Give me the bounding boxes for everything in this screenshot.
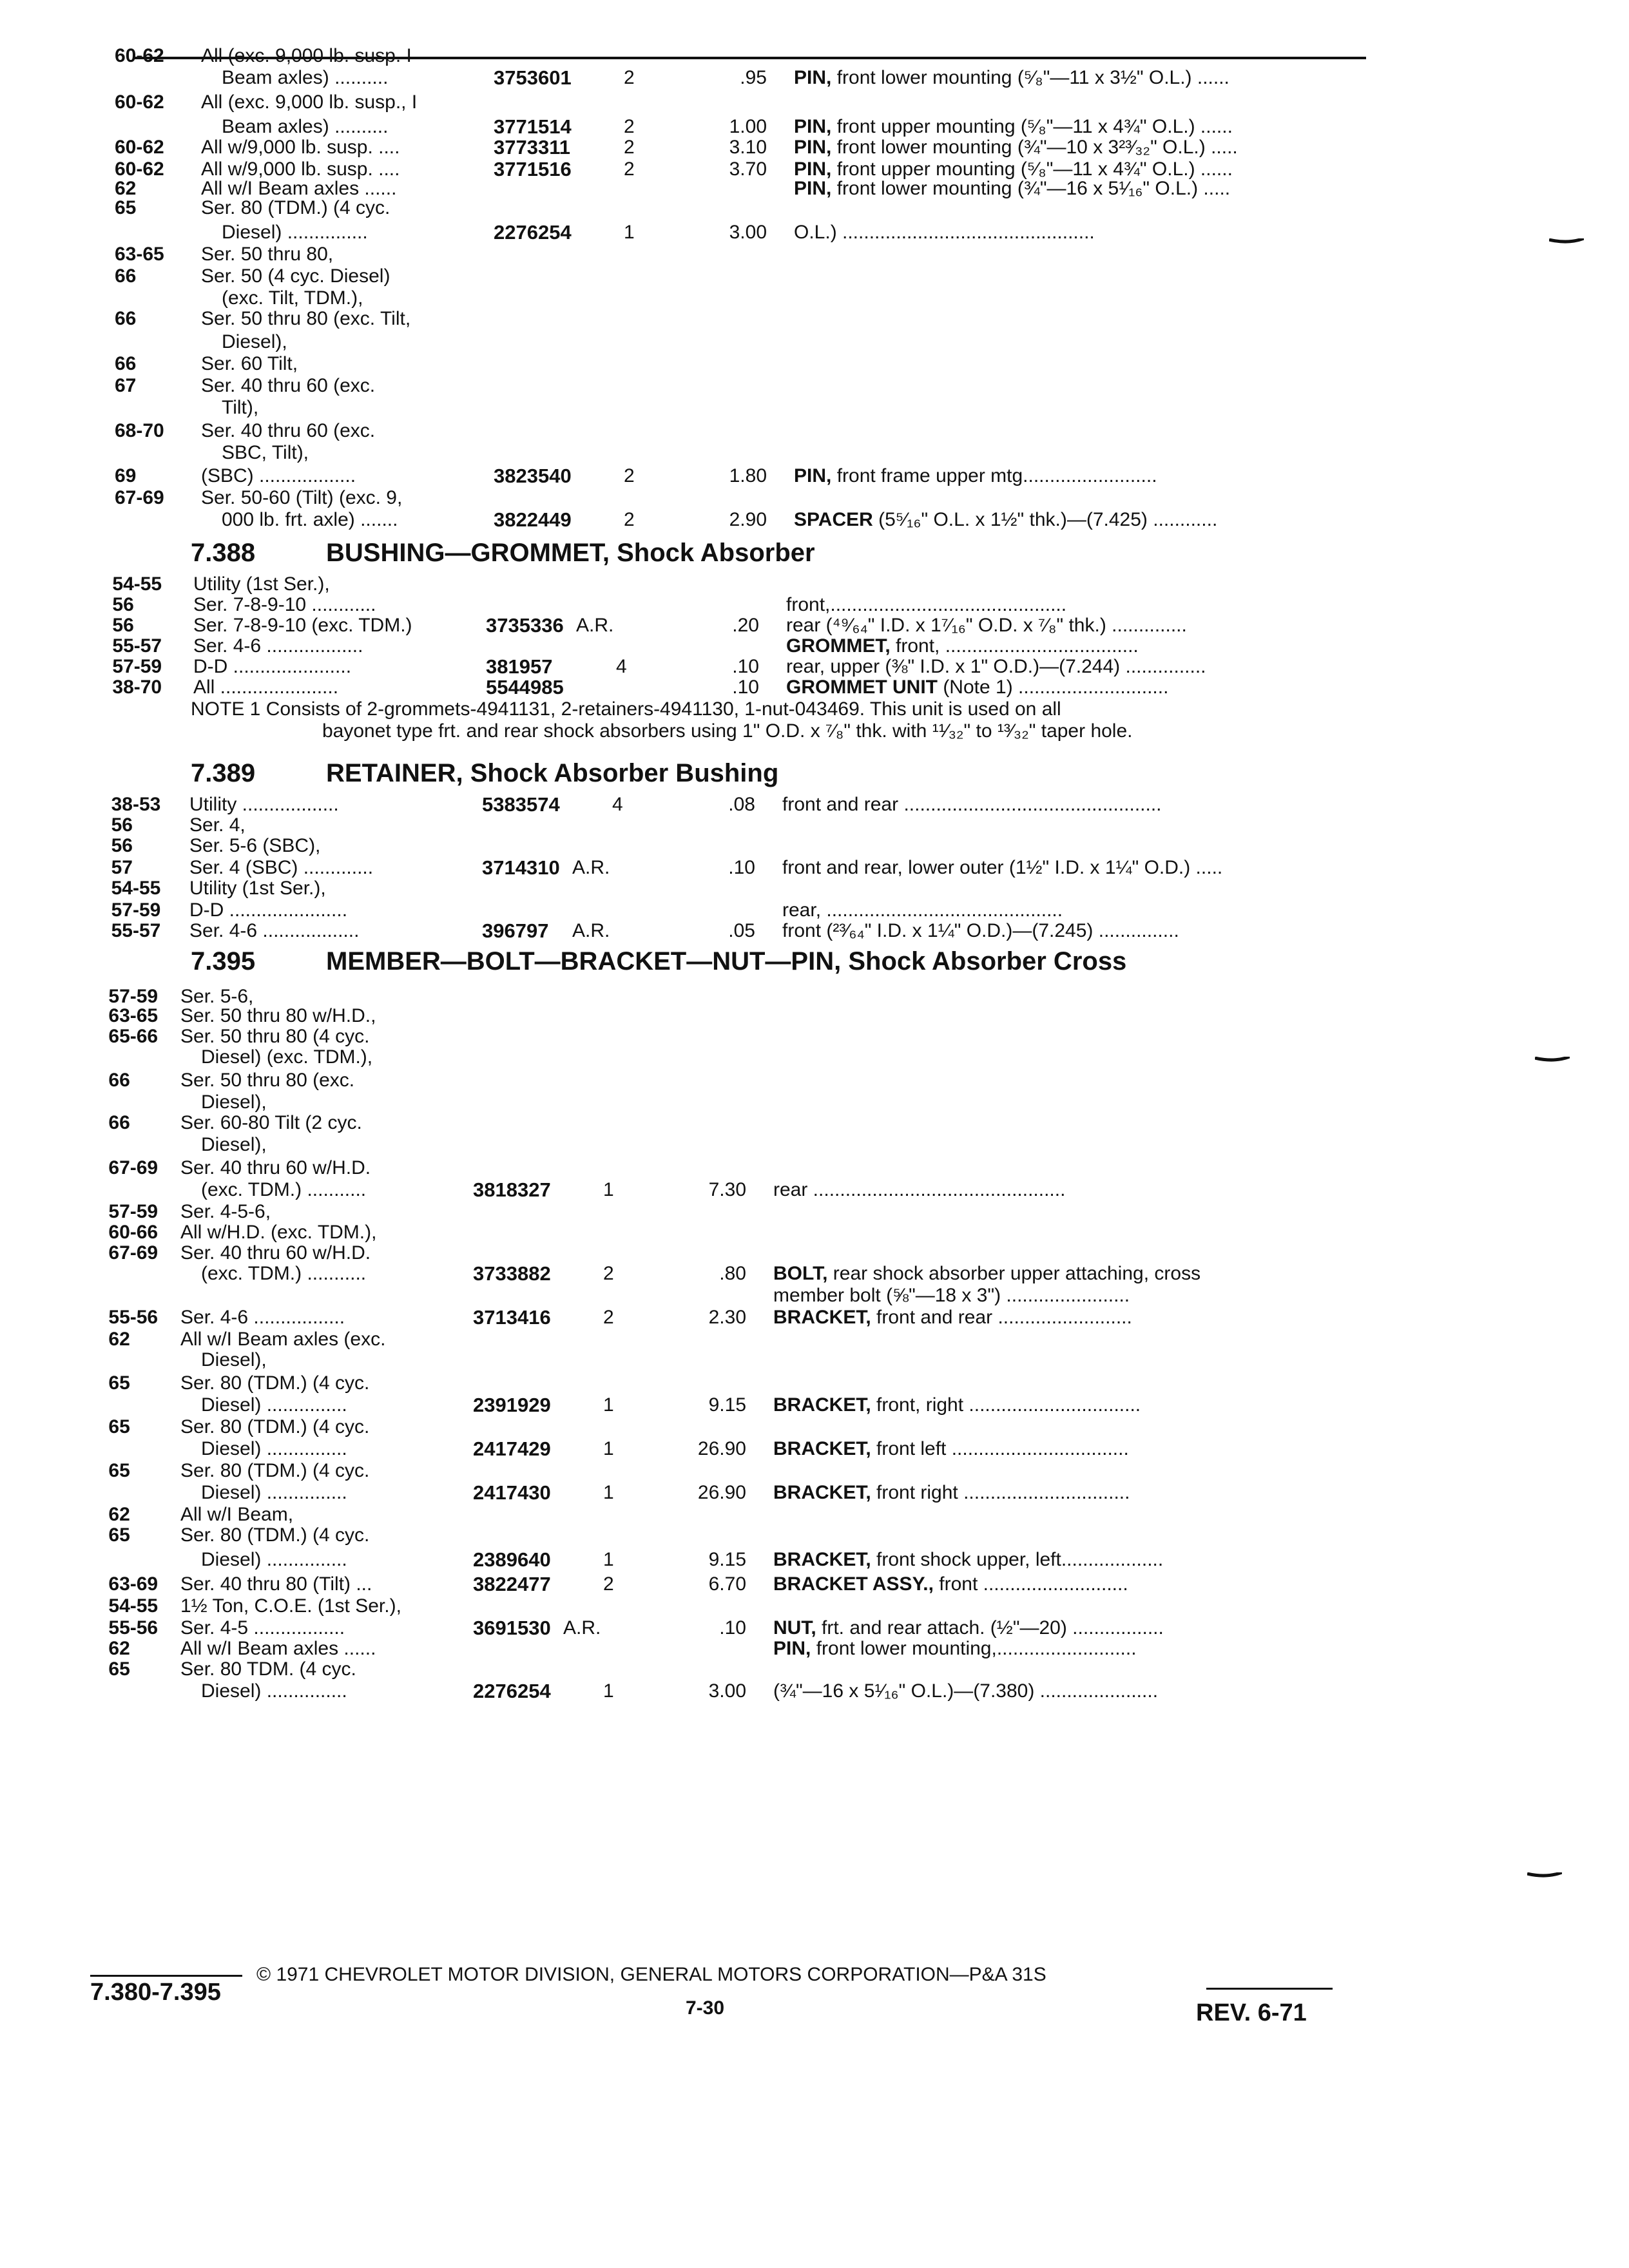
unit-price: 3.10 xyxy=(729,137,767,158)
part-description xyxy=(773,1680,1158,1702)
part-detail: rear ............................................... xyxy=(773,1179,1066,1200)
part-description xyxy=(786,635,1139,657)
model-year: 66 xyxy=(115,265,137,287)
model-year: 60-62 xyxy=(115,91,164,113)
part-number: 2276254 xyxy=(494,221,572,244)
part-number: 2417430 xyxy=(473,1481,551,1504)
part-detail: front (²³⁄₆₄" I.D. x 1¼" O.D.)—(7.245) ............... xyxy=(782,920,1179,941)
unit-price: .80 xyxy=(719,1263,746,1284)
part-description xyxy=(782,920,1179,942)
part-description xyxy=(773,1263,1200,1285)
application-text: Ser. 80 (TDM.) (4 cyc. xyxy=(180,1416,370,1437)
application-text: Ser. 40 thru 60 (exc. xyxy=(201,420,376,441)
application-text: Beam axles) .......... xyxy=(222,116,389,137)
unit-price: 3.00 xyxy=(708,1680,746,1702)
application-text: Ser. 60 Tilt, xyxy=(201,353,298,374)
quantity: A.R. xyxy=(572,920,610,941)
application-text: Ser. 4, xyxy=(189,814,246,836)
part-number: 2389640 xyxy=(473,1548,551,1571)
part-number: 396797 xyxy=(482,919,549,942)
model-year: 60-62 xyxy=(115,137,164,158)
part-description xyxy=(782,794,1162,816)
application-text: All w/H.D. (exc. TDM.), xyxy=(180,1222,377,1243)
model-year: 55-56 xyxy=(108,1307,159,1328)
part-name: BRACKET, xyxy=(773,1438,871,1459)
part-description xyxy=(773,1617,1164,1639)
application-text: All w/9,000 lb. susp. .... xyxy=(201,137,400,158)
model-year: 38-53 xyxy=(111,794,161,815)
application-text: Ser. 40 thru 60 (exc. xyxy=(201,375,376,396)
part-description xyxy=(773,1549,1163,1571)
part-number: 2391929 xyxy=(473,1394,551,1416)
part-number: 3818327 xyxy=(473,1178,551,1201)
section-number: 7.389 xyxy=(191,759,256,787)
application-text: Ser. 80 (TDM.) (4 cyc. xyxy=(180,1372,370,1394)
application-text: Diesel), xyxy=(201,1091,267,1113)
footer-rule-right xyxy=(1206,1988,1333,1990)
model-year: 56 xyxy=(112,594,134,615)
model-year: 67-69 xyxy=(115,487,164,508)
unit-price: .10 xyxy=(719,1617,746,1639)
application-text: 000 lb. frt. axle) ....... xyxy=(222,509,398,530)
part-description xyxy=(786,677,1168,698)
application-text: Ser. 4-5 ................. xyxy=(180,1617,345,1639)
model-year: 69 xyxy=(115,465,137,486)
application-text: All w/I Beam axles ...... xyxy=(180,1638,376,1659)
part-number: 3714310 xyxy=(482,856,560,879)
application-text: Ser. 40 thru 60 w/H.D. xyxy=(180,1242,371,1264)
part-number: 5544985 xyxy=(486,676,564,698)
application-text: 1½ Ton, C.O.E. (1st Ser.), xyxy=(180,1595,401,1617)
margin-mark-3 xyxy=(1527,1872,1562,1879)
section-note: NOTE 1 Consists of 2-grommets-4941131, 2-retainers-4941130, 1-nut-043469. This unit is used on all xyxy=(191,698,1061,720)
unit-price: 1.00 xyxy=(729,116,767,137)
model-year: 56 xyxy=(112,615,134,636)
application-text: All (exc. 9,000 lb. susp., I xyxy=(201,91,418,113)
unit-price: .95 xyxy=(740,67,767,88)
application-text: Utility (1st Ser.), xyxy=(193,573,330,595)
part-detail: (Note 1) ............................ xyxy=(937,677,1169,698)
unit-price: 9.15 xyxy=(708,1549,746,1570)
application-text: Ser. 50 thru 80 (exc. xyxy=(180,1070,355,1091)
model-year: 55-57 xyxy=(112,635,162,657)
part-description xyxy=(786,615,1187,637)
part-detail: front and rear ................................................ xyxy=(782,794,1162,815)
application-text: (exc. TDM.) ........... xyxy=(201,1263,367,1284)
application-text: Ser. 5-6, xyxy=(180,986,254,1007)
quantity: 2 xyxy=(603,1307,614,1328)
footer-section-range: 7.380-7.395 xyxy=(90,1979,221,2006)
part-name: PIN, xyxy=(794,137,832,158)
application-text: Diesel) (exc. TDM.), xyxy=(201,1046,373,1068)
application-text: Ser. 4-6 .................. xyxy=(193,635,363,657)
model-year: 54-55 xyxy=(108,1595,159,1617)
application-text: All (exc. 9,000 lb. susp. I xyxy=(201,45,412,66)
part-detail: front frame upper mtg......................... xyxy=(831,465,1157,486)
footer-rule-left xyxy=(90,1975,242,1977)
section-heading-7388 xyxy=(191,539,815,567)
part-detail: front shock upper, left................... xyxy=(871,1549,1164,1570)
model-year: 60-66 xyxy=(108,1222,159,1243)
application-text: All w/I Beam axles (exc. xyxy=(180,1329,386,1350)
part-detail: (¾"—16 x 5¹⁄₁₆" O.L.)—(7.380) ...................... xyxy=(773,1680,1159,1702)
application-text: Diesel) ............... xyxy=(222,222,368,243)
application-text: Diesel), xyxy=(222,331,287,352)
quantity: 2 xyxy=(624,137,635,158)
quantity: 2 xyxy=(624,465,635,486)
unit-price: 9.15 xyxy=(708,1394,746,1416)
model-year: 66 xyxy=(115,353,137,374)
application-text: D-D ...................... xyxy=(189,899,348,921)
part-detail: rear, ............................................ xyxy=(782,899,1063,921)
part-name: BRACKET, xyxy=(773,1482,871,1503)
part-description xyxy=(786,656,1206,678)
unit-price: 1.80 xyxy=(729,465,767,486)
part-description xyxy=(794,137,1238,159)
unit-price: 26.90 xyxy=(697,1482,746,1503)
model-year: 62 xyxy=(108,1638,130,1659)
part-detail: rear (⁴⁹⁄₆₄" I.D. x 1⁷⁄₁₆" O.D. x ⁷⁄₈" thk.) .............. xyxy=(786,615,1187,636)
quantity: 2 xyxy=(624,116,635,137)
part-detail: front and rear ......................... xyxy=(871,1307,1132,1328)
unit-price: .05 xyxy=(728,920,755,941)
model-year: 68-70 xyxy=(115,420,164,441)
model-year: 62 xyxy=(108,1504,130,1525)
unit-price: 3.70 xyxy=(729,159,767,180)
part-name: BRACKET ASSY., xyxy=(773,1573,934,1595)
part-number: 5383574 xyxy=(482,793,560,816)
model-year: 63-69 xyxy=(108,1573,159,1595)
part-detail: (5⁵⁄₁₆" O.L. x 1½" thk.)—(7.425) ............ xyxy=(872,509,1218,530)
part-description xyxy=(782,899,1063,921)
application-text: All w/I Beam, xyxy=(180,1504,294,1525)
part-name: PIN, xyxy=(794,159,832,180)
application-text: Ser. 40 thru 60 w/H.D. xyxy=(180,1157,371,1178)
footer-copyright: © 1971 CHEVROLET MOTOR DIVISION, GENERAL MOTORS CORPORATION—P&A 31S xyxy=(256,1964,1046,1985)
part-detail: front lower mounting (⁵⁄₈"—11 x 3½" O.L.) ...... xyxy=(831,67,1229,88)
model-year: 62 xyxy=(115,178,137,199)
model-year: 55-56 xyxy=(108,1617,159,1639)
unit-price: 26.90 xyxy=(697,1438,746,1459)
part-number: 3713416 xyxy=(473,1306,551,1329)
part-detail: front,............................................ xyxy=(786,594,1067,615)
model-year: 67-69 xyxy=(108,1157,159,1178)
unit-price: 6.70 xyxy=(708,1573,746,1595)
application-text: Ser. 50 thru 80 (4 cyc. xyxy=(180,1026,370,1047)
model-year: 65 xyxy=(108,1460,130,1481)
unit-price: 2.30 xyxy=(708,1307,746,1328)
application-text: Ser. 4-5-6, xyxy=(180,1201,271,1222)
part-detail: front lower mounting (¾"—10 x 3²³⁄₃₂" O.L.) ..... xyxy=(831,137,1238,158)
model-year: 57-59 xyxy=(108,986,159,1007)
model-year: 55-57 xyxy=(111,920,161,941)
part-detail: rear, upper (⅜" I.D. x 1" O.D.)—(7.244) ............... xyxy=(786,656,1206,677)
unit-price: .20 xyxy=(732,615,759,636)
application-text: Ser. 50 thru 80 w/H.D., xyxy=(180,1005,376,1026)
model-year: 66 xyxy=(115,308,137,329)
footer-revision: REV. 6-71 xyxy=(1196,1999,1307,2026)
application-text: Ser. 60-80 Tilt (2 cyc. xyxy=(180,1112,362,1133)
application-text: Ser. 7-8-9-10 (exc. TDM.) xyxy=(193,615,412,636)
quantity: 2 xyxy=(624,67,635,88)
application-text: Utility .................. xyxy=(189,794,339,815)
application-text: Tilt), xyxy=(222,397,259,418)
part-description xyxy=(786,594,1066,616)
part-name: PIN, xyxy=(773,1638,811,1659)
part-detail: front, .................................... xyxy=(890,635,1139,657)
quantity: 4 xyxy=(616,656,627,677)
unit-price: 3.00 xyxy=(729,222,767,243)
part-number: 381957 xyxy=(486,655,553,678)
application-text: Ser. 40 thru 80 (Tilt) ... xyxy=(180,1573,372,1595)
unit-price: 7.30 xyxy=(708,1179,746,1200)
model-year: 57-59 xyxy=(112,656,162,677)
model-year: 65 xyxy=(108,1372,130,1394)
section-number: 7.395 xyxy=(191,947,256,975)
part-name: SPACER xyxy=(794,509,873,530)
section-heading-7395 xyxy=(191,947,1126,975)
application-text: Ser. 80 (TDM.) (4 cyc. xyxy=(201,197,390,218)
part-description xyxy=(794,465,1157,487)
part-description xyxy=(794,178,1230,200)
model-year: 54-55 xyxy=(112,573,162,595)
part-name: NUT, xyxy=(773,1617,816,1639)
model-year: 57-59 xyxy=(111,899,161,921)
unit-price: .10 xyxy=(728,857,755,878)
unit-price: .10 xyxy=(732,656,759,677)
part-number: 3773311 xyxy=(494,136,570,159)
part-description xyxy=(794,116,1233,138)
unit-price: .10 xyxy=(732,677,759,698)
part-name: BRACKET, xyxy=(773,1307,871,1328)
part-number: 3822477 xyxy=(473,1573,551,1595)
part-description xyxy=(773,1285,1130,1307)
application-text: Ser. 50 thru 80, xyxy=(201,244,334,265)
application-text: Ser. 4-6 .................. xyxy=(189,920,360,941)
margin-mark-2 xyxy=(1535,1057,1570,1063)
part-detail: frt. and rear attach. (½"—20) ................. xyxy=(816,1617,1164,1639)
part-description xyxy=(794,509,1217,531)
part-number: 3771514 xyxy=(494,115,572,138)
model-year: 60-62 xyxy=(115,45,164,66)
application-text: Diesel) ............... xyxy=(201,1482,347,1503)
part-description xyxy=(794,222,1095,244)
part-number: 3771516 xyxy=(494,158,572,180)
application-text: Utility (1st Ser.), xyxy=(189,878,326,899)
part-description xyxy=(773,1307,1132,1329)
section-note: bayonet type frt. and rear shock absorbers using 1" O.D. x ⁷⁄₈" thk. with ¹¹⁄₃₂" to ¹³⁄₃₂" taper hole. xyxy=(322,720,1133,742)
part-description xyxy=(773,1179,1065,1201)
quantity: 4 xyxy=(612,794,623,815)
application-text: Ser. 7-8-9-10 ............ xyxy=(193,594,376,615)
part-detail: front upper mounting (⁵⁄₈"—11 x 4¾" O.L.) ...... xyxy=(831,159,1233,180)
model-year: 65-66 xyxy=(108,1026,159,1047)
part-description xyxy=(773,1573,1128,1595)
section-title: RETAINER, Shock Absorber Bushing xyxy=(326,759,779,787)
section-title: BUSHING—GROMMET, Shock Absorber xyxy=(326,539,815,567)
part-detail: front ........................... xyxy=(933,1573,1128,1595)
quantity: A.R. xyxy=(576,615,614,636)
part-description xyxy=(773,1482,1130,1504)
part-name: PIN, xyxy=(794,67,832,88)
quantity: 2 xyxy=(624,159,635,180)
quantity: 2 xyxy=(603,1573,614,1595)
margin-mark-1 xyxy=(1549,238,1584,245)
quantity: 1 xyxy=(603,1482,614,1503)
part-detail: member bolt (⅝"—18 x 3") ....................... xyxy=(773,1285,1130,1306)
application-text: Ser. 50-60 (Tilt) (exc. 9, xyxy=(201,487,403,508)
part-name: BRACKET, xyxy=(773,1549,871,1570)
part-name: BOLT, xyxy=(773,1263,828,1284)
application-text: (SBC) .................. xyxy=(201,465,356,486)
part-detail: front lower mounting (¾"—16 x 5¹⁄₁₆" O.L.) ..... xyxy=(831,178,1231,199)
application-text: Ser. 4-6 ................. xyxy=(180,1307,345,1328)
part-detail: front, right ................................ xyxy=(871,1394,1141,1416)
application-text: (exc. Tilt, TDM.), xyxy=(222,287,363,309)
part-name: GROMMET UNIT xyxy=(786,677,938,698)
part-name: PIN, xyxy=(794,116,832,137)
part-name: PIN, xyxy=(794,178,832,199)
application-text: Diesel), xyxy=(201,1349,267,1370)
model-year: 56 xyxy=(111,835,133,856)
part-number: 3753601 xyxy=(494,66,572,89)
part-detail: front left ................................. xyxy=(871,1438,1129,1459)
model-year: 65 xyxy=(108,1658,130,1680)
application-text: Ser. 50 thru 80 (exc. Tilt, xyxy=(201,308,411,329)
model-year: 60-62 xyxy=(115,159,164,180)
part-description xyxy=(773,1438,1129,1460)
part-number: 3735336 xyxy=(486,614,564,637)
quantity: 1 xyxy=(603,1680,614,1702)
quantity: 1 xyxy=(624,222,635,243)
unit-price: .08 xyxy=(728,794,755,815)
application-text: Diesel) ............... xyxy=(201,1438,347,1459)
model-year: 63-65 xyxy=(115,244,164,265)
part-description xyxy=(794,159,1233,180)
section-number: 7.388 xyxy=(191,539,256,567)
model-year: 56 xyxy=(111,814,133,836)
unit-price: 2.90 xyxy=(729,509,767,530)
application-text: All w/I Beam axles ...... xyxy=(201,178,397,199)
quantity: A.R. xyxy=(563,1617,601,1639)
application-text: (exc. TDM.) ........... xyxy=(201,1179,367,1200)
model-year: 65 xyxy=(108,1524,130,1546)
model-year: 62 xyxy=(108,1329,130,1350)
application-text: Ser. 5-6 (SBC), xyxy=(189,835,321,856)
part-number: 3691530 xyxy=(473,1617,551,1639)
application-text: Diesel), xyxy=(201,1134,267,1155)
model-year: 66 xyxy=(108,1070,130,1091)
part-number: 3823540 xyxy=(494,465,572,487)
model-year: 63-65 xyxy=(108,1005,159,1026)
application-text: D-D ...................... xyxy=(193,656,352,677)
model-year: 57-59 xyxy=(108,1201,159,1222)
application-text: Diesel) ............... xyxy=(201,1680,347,1702)
part-detail: rear shock absorber upper attaching, cross xyxy=(827,1263,1201,1284)
application-text: SBC, Tilt), xyxy=(222,442,309,463)
model-year: 67-69 xyxy=(108,1242,159,1264)
quantity: 2 xyxy=(624,509,635,530)
application-text: Ser. 80 (TDM.) (4 cyc. xyxy=(180,1524,370,1546)
quantity: 1 xyxy=(603,1549,614,1570)
model-year: 54-55 xyxy=(111,878,161,899)
part-name: BRACKET, xyxy=(773,1394,871,1416)
model-year: 67 xyxy=(115,375,137,396)
part-detail: front right ............................... xyxy=(871,1482,1130,1503)
model-year: 65 xyxy=(108,1416,130,1437)
application-text: Ser. 4 (SBC) ............. xyxy=(189,857,374,878)
section-heading-7389 xyxy=(191,759,778,787)
quantity: 1 xyxy=(603,1394,614,1416)
application-text: Ser. 50 (4 cyc. Diesel) xyxy=(201,265,390,287)
part-description xyxy=(782,857,1222,879)
part-detail: front upper mounting (⁵⁄₈"—11 x 4¾" O.L.) ...... xyxy=(831,116,1233,137)
application-text: Ser. 80 (TDM.) (4 cyc. xyxy=(180,1460,370,1481)
application-text: All w/9,000 lb. susp. .... xyxy=(201,159,400,180)
application-text: Diesel) ............... xyxy=(201,1394,347,1416)
application-text: All ...................... xyxy=(193,677,339,698)
quantity: A.R. xyxy=(572,857,610,878)
part-description xyxy=(794,67,1229,89)
part-name: GROMMET, xyxy=(786,635,891,657)
part-description xyxy=(773,1638,1137,1660)
model-year: 65 xyxy=(115,197,137,218)
part-description xyxy=(773,1394,1141,1416)
quantity: 1 xyxy=(603,1438,614,1459)
part-detail: front lower mounting,.......................... xyxy=(811,1638,1137,1659)
section-title: MEMBER—BOLT—BRACKET—NUT—PIN, Shock Absorber Cross xyxy=(326,947,1127,975)
model-year: 38-70 xyxy=(112,677,162,698)
model-year: 57 xyxy=(111,857,133,878)
part-detail: O.L.) ............................................... xyxy=(794,222,1095,243)
model-year: 66 xyxy=(108,1112,130,1133)
part-name: PIN, xyxy=(794,465,832,486)
part-number: 2276254 xyxy=(473,1680,551,1702)
part-detail: front and rear, lower outer (1½" I.D. x 1¼" O.D.) ..... xyxy=(782,857,1223,878)
part-number: 2417429 xyxy=(473,1437,551,1460)
footer-page-number: 7-30 xyxy=(686,1997,725,2019)
quantity: 1 xyxy=(603,1179,614,1200)
application-text: Ser. 80 TDM. (4 cyc. xyxy=(180,1658,356,1680)
part-number: 3822449 xyxy=(494,508,572,531)
quantity: 2 xyxy=(603,1263,614,1284)
part-number: 3733882 xyxy=(473,1262,551,1285)
application-text: Beam axles) .......... xyxy=(222,67,389,88)
application-text: Diesel) ............... xyxy=(201,1549,347,1570)
